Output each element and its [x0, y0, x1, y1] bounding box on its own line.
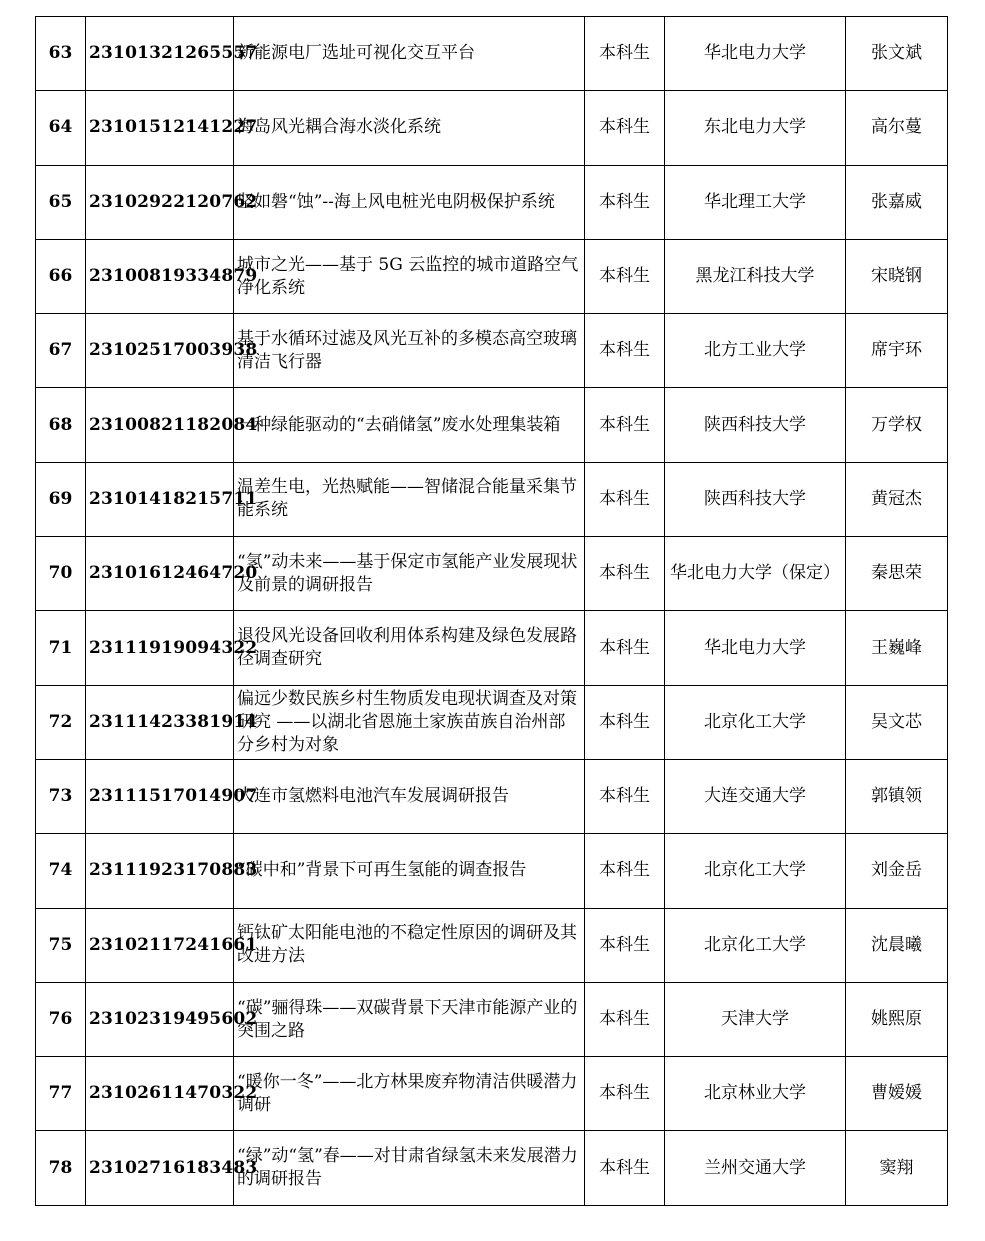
- row-number: 68: [36, 388, 86, 462]
- leader-name: 高尔蔓: [846, 91, 948, 165]
- student-level: 本科生: [585, 17, 665, 91]
- table-row: [36, 1131, 948, 1205]
- table-row: [36, 314, 948, 388]
- table-row: [36, 1057, 948, 1131]
- table-row: [36, 17, 948, 91]
- row-number: 71: [36, 611, 86, 685]
- student-level: 本科生: [585, 759, 665, 833]
- school-name: 陕西科技大学: [665, 462, 846, 536]
- school-name: 天津大学: [665, 982, 846, 1056]
- leader-name: 张嘉威: [846, 165, 948, 239]
- table-row: [36, 834, 948, 908]
- row-number: 67: [36, 314, 86, 388]
- row-number: 72: [36, 685, 86, 759]
- project-title: 城市之光——基于 5G 云监控的城市道路空气净化系统: [234, 239, 585, 313]
- table-body: [36, 17, 948, 1206]
- table-row: [36, 982, 948, 1056]
- row-number: 64: [36, 91, 86, 165]
- table-row: [36, 537, 948, 611]
- student-level: 本科生: [585, 908, 665, 982]
- project-id: 23101512141227: [86, 91, 234, 165]
- leader-name: 席宇环: [846, 314, 948, 388]
- leader-name: 曹嫒媛: [846, 1057, 948, 1131]
- project-title: 大连市氢燃料电池汽车发展调研报告: [234, 759, 585, 833]
- project-title: 钙钛矿太阳能电池的不稳定性原因的调研及其改进方法: [234, 908, 585, 982]
- student-level: 本科生: [585, 91, 665, 165]
- table-row: [36, 388, 948, 462]
- table-row: [36, 908, 948, 982]
- student-level: 本科生: [585, 685, 665, 759]
- row-number: 74: [36, 834, 86, 908]
- project-id: 23100821182084: [86, 388, 234, 462]
- project-id: 23111423381914: [86, 685, 234, 759]
- leader-name: 沈晨曦: [846, 908, 948, 982]
- school-name: 黑龙江科技大学: [665, 239, 846, 313]
- student-level: 本科生: [585, 462, 665, 536]
- row-number: 69: [36, 462, 86, 536]
- project-title: “绿”动“氢”春——对甘肃省绿氢未来发展潜力的调研报告: [234, 1131, 585, 1205]
- leader-name: 窦翔: [846, 1131, 948, 1205]
- project-id: 23111517014907: [86, 759, 234, 833]
- school-name: 北京化工大学: [665, 834, 846, 908]
- row-number: 75: [36, 908, 86, 982]
- leader-name: 郭镇领: [846, 759, 948, 833]
- row-number: 70: [36, 537, 86, 611]
- student-level: 本科生: [585, 388, 665, 462]
- row-number: 73: [36, 759, 86, 833]
- school-name: 陕西科技大学: [665, 388, 846, 462]
- project-id: 23101321265557: [86, 17, 234, 91]
- table-row: [36, 91, 948, 165]
- table-row: [36, 239, 948, 313]
- student-level: 本科生: [585, 834, 665, 908]
- table-row: [36, 685, 948, 759]
- project-id: 23102716183483: [86, 1131, 234, 1205]
- leader-name: 万学权: [846, 388, 948, 462]
- project-id: 23111923170883: [86, 834, 234, 908]
- school-name: 兰州交通大学: [665, 1131, 846, 1205]
- project-title: 一种绿能驱动的“去硝储氢”废水处理集装箱: [234, 388, 585, 462]
- project-title: 海岛风光耦合海水淡化系统: [234, 91, 585, 165]
- student-level: 本科生: [585, 239, 665, 313]
- leader-name: 张文斌: [846, 17, 948, 91]
- row-number: 63: [36, 17, 86, 91]
- student-level: 本科生: [585, 165, 665, 239]
- leader-name: 刘金岳: [846, 834, 948, 908]
- school-name: 北京化工大学: [665, 685, 846, 759]
- school-name: 华北电力大学: [665, 17, 846, 91]
- project-title: “暖你一冬”——北方林果废弃物清洁供暖潜力调研: [234, 1057, 585, 1131]
- row-number: 77: [36, 1057, 86, 1131]
- school-name: 华北电力大学: [665, 611, 846, 685]
- table-row: [36, 165, 948, 239]
- row-number: 78: [36, 1131, 86, 1205]
- project-id: 23102517003938: [86, 314, 234, 388]
- student-level: 本科生: [585, 537, 665, 611]
- table-row: [36, 611, 948, 685]
- row-number: 66: [36, 239, 86, 313]
- school-name: 北方工业大学: [665, 314, 846, 388]
- student-level: 本科生: [585, 982, 665, 1056]
- project-table: [35, 16, 948, 1206]
- project-id: 23102319495602: [86, 982, 234, 1056]
- student-level: 本科生: [585, 1131, 665, 1205]
- school-name: 北京林业大学: [665, 1057, 846, 1131]
- school-name: 北京化工大学: [665, 908, 846, 982]
- project-id: 23102611470322: [86, 1057, 234, 1131]
- table-row: [36, 462, 948, 536]
- project-title: 基于水循环过滤及风光互补的多模态高空玻璃清洁飞行器: [234, 314, 585, 388]
- project-title: 温差生电，光热赋能——智储混合能量采集节能系统: [234, 462, 585, 536]
- row-number: 76: [36, 982, 86, 1056]
- leader-name: 黄冠杰: [846, 462, 948, 536]
- row-number: 65: [36, 165, 86, 239]
- leader-name: 姚熙原: [846, 982, 948, 1056]
- project-title: 退役风光设备回收利用体系构建及绿色发展路径调查研究: [234, 611, 585, 685]
- project-id: 23102922120762: [86, 165, 234, 239]
- project-title: 偏远少数民族乡村生物质发电现状调查及对策研究 ——以湖北省恩施土家族苗族自治州部分乡村为对象: [234, 685, 585, 759]
- student-level: 本科生: [585, 314, 665, 388]
- leader-name: 宋晓钢: [846, 239, 948, 313]
- project-title: “氢”动未来——基于保定市氢能产业发展现状及前景的调研报告: [234, 537, 585, 611]
- school-name: 东北电力大学: [665, 91, 846, 165]
- project-id: 23101418215711: [86, 462, 234, 536]
- project-title: “碳”骊得珠——双碳背景下天津市能源产业的突围之路: [234, 982, 585, 1056]
- project-title: “碳中和”背景下可再生氢能的调查报告: [234, 834, 585, 908]
- project-title: 坚如磐“蚀”--海上风电桩光电阴极保护系统: [234, 165, 585, 239]
- table-row: [36, 759, 948, 833]
- school-name: 华北电力大学（保定）: [665, 537, 846, 611]
- project-title: 新能源电厂选址可视化交互平台: [234, 17, 585, 91]
- school-name: 华北理工大学: [665, 165, 846, 239]
- leader-name: 吴文芯: [846, 685, 948, 759]
- project-id: 23111919094322: [86, 611, 234, 685]
- student-level: 本科生: [585, 1057, 665, 1131]
- project-id: 23101612464720: [86, 537, 234, 611]
- leader-name: 秦思荣: [846, 537, 948, 611]
- project-id: 23100819334879: [86, 239, 234, 313]
- project-id: 23102117241661: [86, 908, 234, 982]
- student-level: 本科生: [585, 611, 665, 685]
- leader-name: 王巍峰: [846, 611, 948, 685]
- school-name: 大连交通大学: [665, 759, 846, 833]
